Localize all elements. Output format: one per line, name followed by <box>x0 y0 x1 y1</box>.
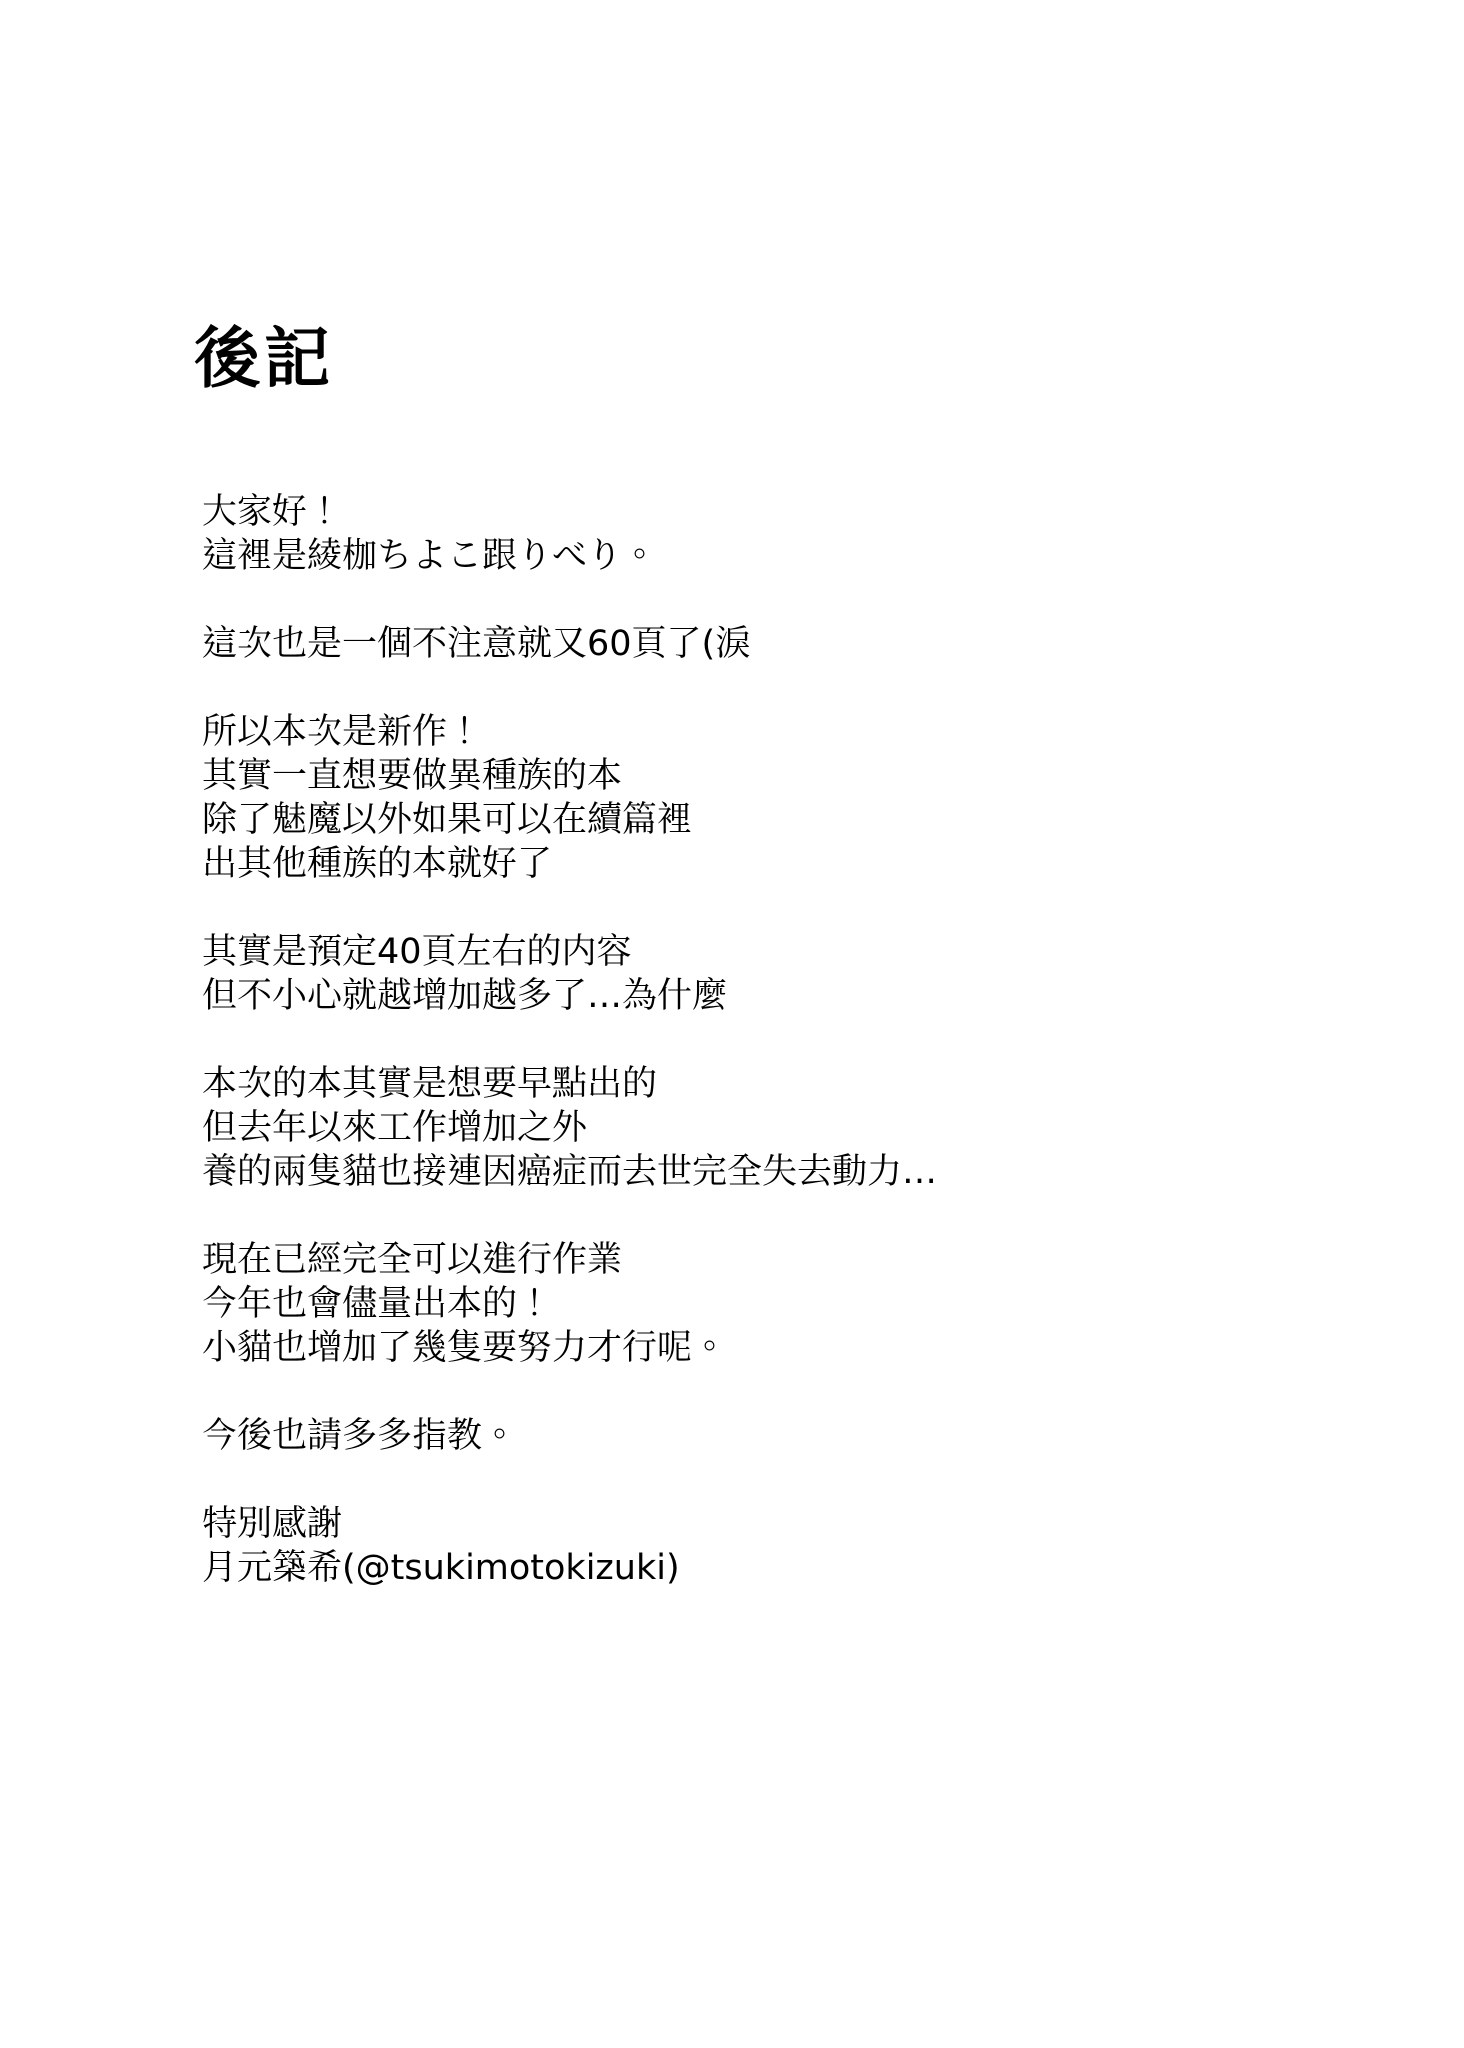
afterword-body <box>202 490 937 1634</box>
text-line: 這裡是綾枷ちよこ跟りべり。 <box>202 536 658 576</box>
text-line: 大家好！ <box>202 492 343 532</box>
text-line: 養的兩隻貓也接連因癌症而去世完全失去動力… <box>202 1152 938 1192</box>
text-line: 本次的本其實是想要早點出的 <box>202 1064 658 1104</box>
paragraph-greeting <box>202 490 937 578</box>
paragraph-delay-reason <box>202 1062 937 1194</box>
text-line: 除了魅魔以外如果可以在續篇裡 <box>202 800 693 840</box>
text-line: 其實是預定40頁左右的内容 <box>202 932 632 972</box>
paragraph-closing <box>202 1414 937 1458</box>
page-title: 後記 <box>194 320 334 397</box>
paragraph-current-status <box>202 1238 937 1370</box>
paragraph-special-thanks <box>202 1502 937 1590</box>
paragraph-page-count <box>202 622 937 666</box>
text-line: 所以本次是新作！ <box>202 712 483 752</box>
text-line: 其實一直想要做異種族的本 <box>202 756 623 796</box>
text-line: 今年也會儘量出本的！ <box>202 1284 553 1324</box>
text-line: 特別感謝 <box>202 1504 343 1544</box>
text-line: 月元築希(@tsukimotokizuki) <box>202 1548 680 1588</box>
text-line: 現在已經完全可以進行作業 <box>202 1240 623 1280</box>
text-line: 這次也是一個不注意就又60頁了(淚 <box>202 624 751 664</box>
text-line: 小貓也增加了幾隻要努力才行呢。 <box>202 1328 728 1368</box>
paragraph-new-work <box>202 710 937 886</box>
paragraph-planned-pages <box>202 930 937 1018</box>
text-line: 今後也請多多指教。 <box>202 1416 518 1456</box>
text-line: 但去年以來工作增加之外 <box>202 1108 588 1148</box>
text-line: 但不小心就越增加越多了…為什麼 <box>202 976 728 1016</box>
text-line: 出其他種族的本就好了 <box>202 844 553 884</box>
